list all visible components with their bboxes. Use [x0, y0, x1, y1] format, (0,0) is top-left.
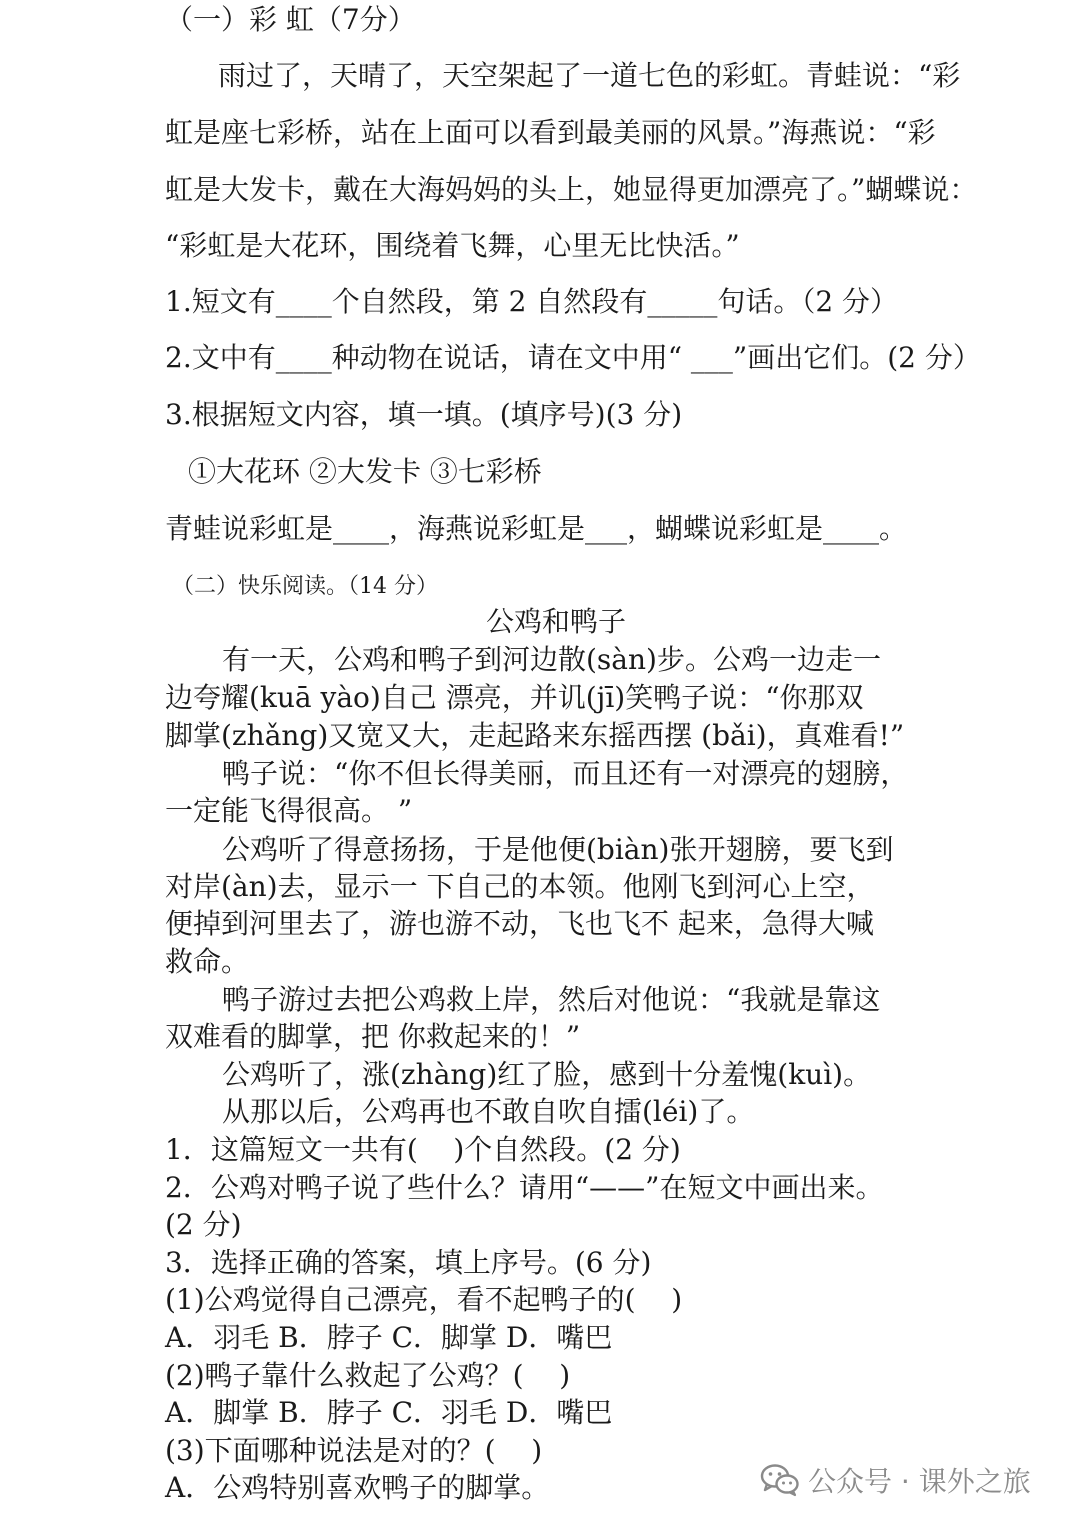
reading-question: 3．选择正确的答案，填上序号。(6 分): [165, 1246, 652, 1279]
watermark-text: 公众号 · 课外之旅: [808, 1465, 1031, 1498]
question-3: 3.根据短文内容，填一填。(填序号)(3 分): [165, 398, 683, 431]
story-line: 从那以后，公鸡再也不敢自吹自擂(léi)了。: [222, 1095, 755, 1128]
reading-question: 1．这篇短文一共有( )个自然段。(2 分): [165, 1133, 681, 1166]
reading-question: (2 分): [165, 1208, 242, 1241]
story-line: 边夸耀(kuā yào)自己 漂亮，并讥(jī)笑鸭子说：“你那双: [165, 681, 864, 714]
story-line: 对岸(àn)去，显示一 下自己的本领。他刚飞到河心上空，: [165, 870, 875, 903]
story-line: 鸭子游过去把公鸡救上岸，然后对他说：“我就是靠这: [222, 983, 881, 1016]
fill-in-blank: 青蛙说彩虹是____，海燕说彩虹是___，蝴蝶说彩虹是____。: [165, 512, 908, 545]
wechat-icon: [760, 1463, 800, 1497]
passage-line: 虹是大发卡，戴在大海妈妈的头上，她显得更加漂亮了。”蝴蝶说：: [165, 173, 978, 206]
section-heading-rainbow: （一）彩 虹（7分）: [165, 3, 416, 36]
section-heading-reading: （二）快乐阅读。（14 分）: [172, 574, 438, 599]
question-2: 2.文中有____种动物在说话，请在文中用“ ___”画出它们。(2 分）: [165, 341, 981, 374]
story-line: 一定能飞得很高。 ”: [165, 794, 413, 827]
story-line: 救命。: [165, 945, 250, 978]
reading-question: (2)鸭子靠什么救起了公鸡？( ): [165, 1359, 571, 1392]
reading-question: (1)公鸡觉得自己漂亮，看不起鸭子的( ): [165, 1283, 683, 1316]
story-title: 公鸡和鸭子: [486, 605, 627, 638]
question-1: 1.短文有____个自然段，第 2 自然段有_____句话。（2 分）: [165, 285, 899, 318]
passage-line: “彩虹是大花环，围绕着飞舞，心里无比快活。”: [165, 229, 740, 262]
story-line: 脚掌(zhǎng)又宽又大，走起路来东摇西摆 (bǎi)，真难看!”: [165, 719, 905, 752]
reading-choices: A．公鸡特别喜欢鸭子的脚掌。: [165, 1471, 550, 1504]
reading-question: (3)下面哪种说法是对的？( ): [165, 1434, 543, 1467]
reading-choices: A．羽毛 B．脖子 C．脚掌 D．嘴巴: [165, 1321, 613, 1354]
reading-question: 2．公鸡对鸭子说了些什么？请用“——”在短文中画出来。: [165, 1171, 884, 1204]
passage-line: 虹是座七彩桥，站在上面可以看到最美丽的风景。”海燕说：“彩: [165, 116, 936, 149]
story-line: 鸭子说：“你不但长得美丽，而且还有一对漂亮的翅膀，: [222, 757, 909, 790]
story-line: 公鸡听了，涨(zhàng)红了脸，感到十分羞愧(kuì)。: [222, 1058, 872, 1091]
passage-line: 雨过了，天晴了，天空架起了一道七色的彩虹。青蛙说：“彩: [218, 59, 961, 92]
story-line: 双难看的脚掌，把 你救起来的！”: [165, 1020, 581, 1053]
reading-choices: A．脚掌 B．脖子 C．羽毛 D．嘴巴: [165, 1396, 613, 1429]
answer-options: ①大花环 ②大发卡 ③七彩桥: [188, 455, 542, 488]
watermark: [760, 1460, 1031, 1500]
story-line: 有一天，公鸡和鸭子到河边散(sàn)步。公鸡一边走一: [222, 643, 881, 676]
story-line: 便掉到河里去了，游也游不动，飞也飞不 起来，急得大喊: [165, 907, 874, 940]
story-line: 公鸡听了得意扬扬，于是他便(biàn)张开翅膀，要飞到: [222, 833, 894, 866]
